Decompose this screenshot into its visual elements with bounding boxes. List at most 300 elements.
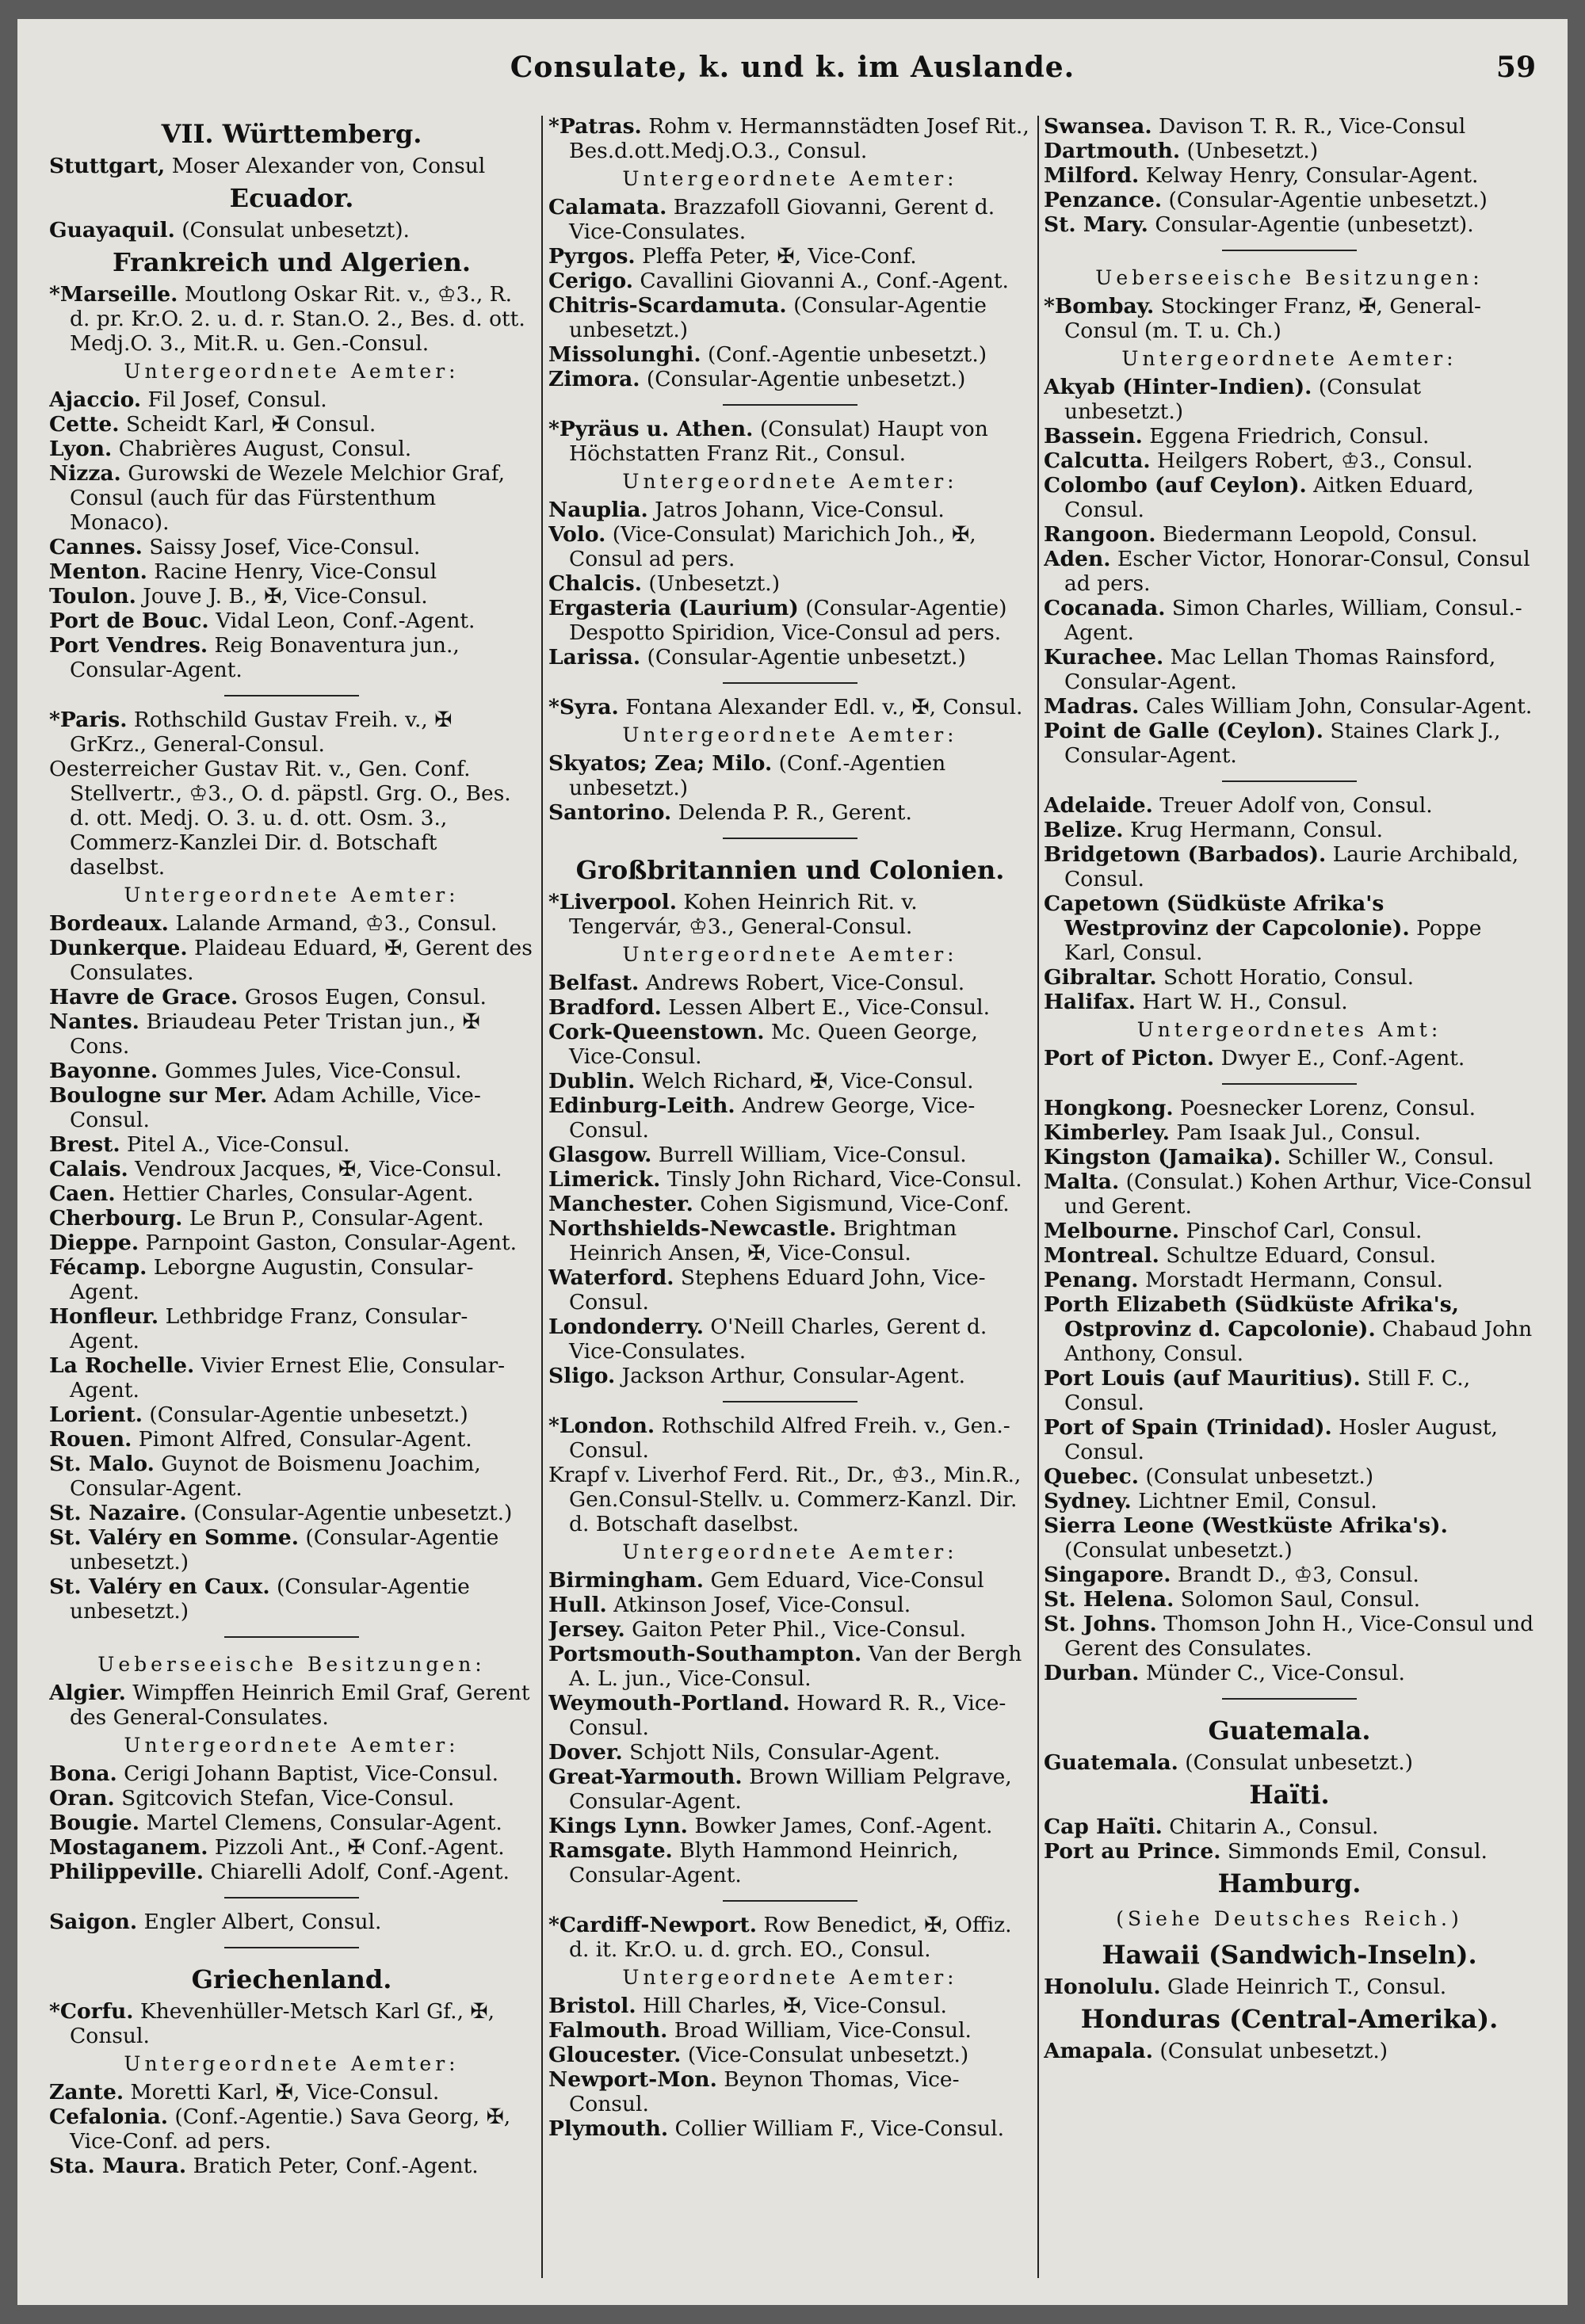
directory-entry [1044, 891, 1535, 965]
entry-detail: Poppe Karl, Consul. [1064, 916, 1482, 965]
directory-entry [548, 1765, 1032, 1814]
entry-place: Toulon. [49, 584, 136, 609]
entry-place: Guayaquil. [49, 218, 175, 242]
entry-detail: Vendroux Jacques, ✠, Vice-Consul. [128, 1157, 502, 1181]
entry-detail: (Consular-Agentie unbesetzt.) [1162, 188, 1488, 212]
directory-entry [49, 1181, 534, 1206]
entry-detail: Jatros Johann, Vice-Consul. [647, 498, 945, 522]
subheading: (Siehe Deutsches Reich.) [1116, 1907, 1463, 1930]
entry-detail: Heilgers Robert, ♔3., Consul. [1150, 448, 1473, 473]
separator-rule [723, 1900, 857, 1902]
directory-entry [1044, 842, 1535, 891]
entry-place: *Syra. [548, 695, 619, 719]
directory-entry [49, 218, 534, 242]
entry-place: Belfast. [548, 971, 640, 995]
directory-entry [1044, 212, 1535, 237]
entry-place: Volo. [548, 522, 606, 547]
entry-place: Halifax. [1044, 990, 1136, 1014]
directory-entry [49, 757, 534, 880]
entry-place: Gloucester. [548, 2043, 682, 2067]
entry-detail: Pam Isaak Jul., Consul. [1170, 1120, 1421, 1145]
entry-detail: Poesnecker Lorenz, Consul. [1173, 1096, 1476, 1120]
directory-entry [49, 584, 534, 609]
directory-entry [1044, 2039, 1535, 2063]
directory-entry [49, 1811, 534, 1835]
entry-detail: Plaideau Eduard, ✠, Gerent des Consulates. [70, 936, 533, 985]
directory-entry [49, 1910, 534, 1934]
directory-entry [548, 1020, 1032, 1069]
entry-place: Bridgetown (Barbados). [1044, 842, 1327, 867]
entry-place: Akyab (Hinter-Indien). [1044, 375, 1312, 399]
entry-detail: Gommes Jules, Vice-Consul. [158, 1059, 462, 1083]
entry-place: Nauplia. [548, 498, 648, 522]
entry-place: Durban. [1044, 1661, 1140, 1685]
entry-detail: (Consular-Agentie unbesetzt.) [142, 1402, 468, 1427]
entry-detail: Tinsly John Richard, Vice-Consul. [660, 1167, 1022, 1192]
column-divider [541, 116, 543, 2278]
entry-detail: Cerigi Johann Baptist, Vice-Consul. [116, 1761, 499, 1786]
entry-place: Cap Haïti. [1044, 1815, 1163, 1839]
entry-place: Milford. [1044, 163, 1140, 188]
entry-detail: Fontana Alexander Edl. v., ✠, Consul. [618, 695, 1023, 719]
directory-entry [49, 1761, 534, 1786]
directory-entry [1044, 448, 1535, 473]
entry-detail: (Consulat unbesetzt). [174, 218, 410, 242]
entry-detail: Stephens Eduard John, Vice-Consul. [569, 1265, 986, 1315]
entry-place: Port de Bouc. [49, 609, 209, 633]
entry-place: Penzance. [1044, 188, 1163, 212]
entry-place: Skyatos; Zea; Milo. [548, 751, 773, 776]
entry-place: Boulogne sur Mer. [49, 1083, 268, 1108]
directory-entry [548, 1216, 1032, 1265]
directory-entry [49, 1402, 534, 1427]
entry-place: Sydney. [1044, 1489, 1132, 1513]
entry-detail: Oesterreicher Gustav Rit. v., Gen. Conf. Stellvertr., ♔3., O. d. päpstl. Grg. O., Bes. d. ott. Medj. O. 3. u. d. ott. Osm. 3., Commerz-Kanzlei Dir. d. Botschaft daselbst. [49, 757, 511, 880]
entry-place: Malta. [1044, 1170, 1120, 1194]
directory-entry [1044, 1243, 1535, 1268]
entry-detail: Collier William F., Vice-Consul. [668, 2116, 1005, 2141]
entry-place: Zimora. [548, 367, 640, 391]
entry-detail: Gem Eduard, Vice-Consul [704, 1568, 984, 1593]
entry-place: Birmingham. [548, 1568, 705, 1593]
directory-entry [1044, 1096, 1535, 1120]
directory-entry [49, 1059, 534, 1083]
entry-detail: Vivier Ernest Elie, Consular-Agent. [70, 1353, 506, 1402]
entry-place: Quebec. [1044, 1464, 1139, 1489]
entry-detail: Lethbridge Franz, Consular-Agent. [70, 1304, 468, 1353]
entry-detail: (Unbesetzt.) [1180, 139, 1319, 163]
entry-place: Lorient. [49, 1402, 143, 1427]
directory-entry [49, 1525, 534, 1574]
directory-entry [49, 1427, 534, 1452]
directory-entry [548, 342, 1032, 367]
entry-detail: Bratich Peter, Conf.-Agent. [186, 2154, 479, 2178]
entry-place: Bassein. [1044, 424, 1143, 448]
entry-detail: Martel Clemens, Consular-Agent. [139, 1811, 502, 1835]
entry-place: Philippeville. [49, 1860, 204, 1884]
entry-detail: Gurowski de Wezele Melchior Graf, Consul (auch für das Fürstenthum Monaco). [70, 461, 506, 535]
directory-entry [1044, 163, 1535, 188]
directory-entry [49, 985, 534, 1009]
directory-entry [1044, 818, 1535, 842]
directory-entry [1044, 139, 1535, 163]
directory-entry [49, 1786, 534, 1811]
entry-place: Dublin. [548, 1069, 636, 1093]
directory-entry [49, 461, 534, 535]
directory-entry [1044, 990, 1535, 1014]
separator-rule [723, 404, 857, 406]
entry-place: Portsmouth-Southampton. [548, 1642, 862, 1666]
entry-place: Gibraltar. [1044, 965, 1157, 990]
column-middle [548, 114, 1032, 2281]
entry-detail: Chabrières August, Consul. [112, 437, 412, 461]
directory-entry [1044, 1513, 1535, 1563]
entry-detail: Gaiton Peter Phil., Vice-Consul. [624, 1617, 967, 1642]
entry-place: Port au Prince. [1044, 1839, 1221, 1864]
separator-rule [1222, 1083, 1357, 1085]
directory-entry [548, 1913, 1032, 1962]
directory-entry [548, 367, 1032, 391]
entry-detail: Chabaud John Anthony, Consul. [1064, 1317, 1533, 1366]
entry-detail: Rothschild Alfred Freih. v., Gen.-Consul. [569, 1414, 1010, 1463]
directory-entry [49, 2080, 534, 2105]
entry-place: Bayonne. [49, 1059, 158, 1083]
entry-place: Adelaide. [1044, 793, 1153, 818]
separator-rule [1222, 250, 1357, 251]
entry-detail: Schott Horatio, Consul. [1156, 965, 1415, 990]
directory-entry [548, 522, 1032, 571]
section-heading: Ecuador. [229, 183, 354, 213]
entry-place: Montreal. [1044, 1243, 1159, 1268]
directory-entry [548, 645, 1032, 670]
directory-entry [1044, 1839, 1535, 1864]
entry-detail: Brown William Pelgrave, Consular-Agent. [569, 1765, 1012, 1814]
entry-detail: Stockinger Franz, ✠, General-Consul (m. T. u. Ch.) [1064, 294, 1481, 343]
directory-entry [1044, 1489, 1535, 1513]
entry-detail: Glade Heinrich T., Consul. [1160, 1975, 1447, 1999]
entry-detail: Moretti Karl, ✠, Vice-Consul. [124, 2080, 440, 2105]
entry-detail: Solomon Saul, Consul. [1174, 1587, 1421, 1612]
directory-entry [1044, 424, 1535, 448]
entry-detail: Welch Richard, ✠, Vice-Consul. [635, 1069, 974, 1093]
directory-entry [1044, 188, 1535, 212]
entry-detail: (Consular-Agentie) Despotto Spiridion, Vice-Consul ad pers. [569, 596, 1007, 645]
entry-detail: Pleffa Peter, ✠, Vice-Conf. [635, 244, 917, 269]
entry-place: Chitris-Scardamuta. [548, 293, 787, 318]
entry-detail: Delenda P. R., Gerent. [671, 800, 912, 825]
entry-detail: O'Neill Charles, Gerent d. Vice-Consulates. [569, 1315, 987, 1364]
entry-detail: Hosler August, Consul. [1064, 1415, 1498, 1464]
page-header [17, 51, 1568, 98]
subheading: Untergeordnete Aemter: [622, 723, 958, 746]
directory-entry [1044, 1464, 1535, 1489]
directory-entry [49, 1132, 534, 1157]
entry-detail: Andrew George, Vice-Consul. [569, 1093, 976, 1143]
directory-entry [548, 2116, 1032, 2141]
directory-entry [49, 1353, 534, 1402]
entry-place: Ajaccio. [49, 387, 142, 412]
entry-place: Glasgow. [548, 1143, 652, 1167]
directory-entry [548, 1740, 1032, 1765]
directory-entry [1044, 1415, 1535, 1464]
entry-detail: Atkinson Josef, Vice-Consul. [606, 1593, 911, 1617]
directory-entry [548, 1093, 1032, 1143]
entry-place: Chalcis. [548, 571, 642, 596]
entry-place: *Pyräus u. Athen. [548, 417, 754, 441]
directory-entry [49, 535, 534, 559]
directory-entry [548, 1593, 1032, 1617]
entry-detail: (Consulat unbesetzt.) [1152, 2039, 1388, 2063]
column-divider [1037, 116, 1039, 2278]
separator-rule [1222, 780, 1357, 782]
entry-place: Hongkong. [1044, 1096, 1174, 1120]
entry-detail: Fil Josef, Consul. [141, 387, 327, 412]
entry-detail: Racine Henry, Vice-Consul [147, 559, 437, 584]
entry-place: Sligo. [548, 1364, 616, 1388]
entry-detail: Adam Achille, Vice-Consul. [70, 1083, 481, 1132]
directory-entry [1044, 1612, 1535, 1661]
entry-place: Bona. [49, 1761, 117, 1786]
entry-place: Ergasteria (Laurium) [548, 596, 799, 620]
directory-entry [49, 1231, 534, 1255]
directory-entry [548, 1192, 1032, 1216]
entry-detail: (Consulat unbesetzt.) [1138, 1464, 1374, 1489]
entry-detail: Biedermann Leopold, Consul. [1155, 522, 1478, 547]
entry-place: Penang. [1044, 1268, 1139, 1292]
entry-place: Manchester. [548, 1192, 693, 1216]
entry-detail: Thomson John H., Vice-Consul und Gerent des Consulates. [1064, 1612, 1534, 1661]
entry-detail: Brightman Heinrich Ansen, ✠, Vice-Consul. [569, 1216, 957, 1265]
entry-place: Cherbourg. [49, 1206, 183, 1231]
subheading: Untergeordnete Aemter: [124, 360, 460, 383]
separator-rule [723, 838, 857, 839]
directory-entry [1044, 1750, 1535, 1775]
entry-place: St. Mary. [1044, 212, 1148, 237]
directory-entry [548, 751, 1032, 800]
entry-place: Bordeaux. [49, 911, 169, 936]
book-page [17, 19, 1568, 2305]
subheading: Ueberseeische Besitzungen: [97, 1653, 486, 1676]
subheading: Ueberseeische Besitzungen: [1095, 266, 1484, 289]
directory-entry [548, 1994, 1032, 2018]
entry-detail: Pinschof Carl, Consul. [1179, 1219, 1423, 1243]
directory-entry [49, 1206, 534, 1231]
entry-place: Limerick. [548, 1167, 661, 1192]
entry-place: Edinburg-Leith. [548, 1093, 735, 1118]
entry-detail: Moutlong Oskar Rit. v., ♔3., R. d. pr. Kr.O. 2. u. d. r. Stan.O. 2., Bes. d. ott. Medj.O. 3., Mit.R. u. Gen.-Consul. [70, 282, 525, 356]
entry-detail: (Consular-Agentie unbesetzt.) [640, 367, 966, 391]
directory-entry [548, 800, 1032, 825]
section-heading: VII. Württemberg. [161, 119, 422, 149]
entry-place: Calcutta. [1044, 448, 1151, 473]
entry-detail: Schiller W., Consul. [1281, 1145, 1495, 1170]
entry-detail: (Consulat unbesetzt.) [1064, 375, 1422, 424]
entry-place: Algier. [49, 1681, 126, 1705]
entry-detail: Davison T. R. R., Vice-Consul [1152, 114, 1466, 139]
section-heading: Griechenland. [191, 1964, 392, 1994]
directory-entry [1044, 522, 1535, 547]
entry-detail: Lessen Albert E., Vice-Consul. [661, 995, 991, 1020]
directory-entry [548, 244, 1032, 269]
entry-detail: Kelway Henry, Consular-Agent. [1139, 163, 1479, 188]
entry-place: Bristol. [548, 1994, 636, 2018]
column-right [1044, 114, 1535, 2281]
entry-detail: Le Brun P., Consular-Agent. [182, 1206, 484, 1231]
column-left [49, 114, 534, 2281]
entry-detail: (Vice-Consulat) Marichich Joh., ✠, Consul ad pers. [569, 522, 976, 571]
directory-entry [548, 1265, 1032, 1315]
entry-detail: Schjott Nils, Consular-Agent. [622, 1740, 941, 1765]
directory-entry [49, 633, 534, 682]
directory-entry [1044, 1268, 1535, 1292]
entry-detail: Krug Hermann, Consul. [1123, 818, 1384, 842]
entry-place: Caen. [49, 1181, 116, 1206]
entry-detail: Consular-Agentie (unbesetzt). [1148, 212, 1474, 237]
directory-entry [49, 1157, 534, 1181]
entry-detail: Sgitcovich Stefan, Vice-Consul. [114, 1786, 455, 1811]
directory-entry [49, 1304, 534, 1353]
directory-entry [548, 2067, 1032, 2116]
entry-place: Nantes. [49, 1009, 139, 1034]
entry-place: *London. [548, 1414, 655, 1438]
entry-detail: Moser Alexander von, Consul [165, 154, 486, 178]
directory-entry [1044, 1219, 1535, 1243]
entry-detail: Morstadt Hermann, Consul. [1138, 1268, 1444, 1292]
entry-detail: Briaudeau Peter Tristan jun., ✠ Cons. [70, 1009, 480, 1059]
directory-entry [1044, 547, 1535, 596]
entry-place: Jersey. [548, 1617, 625, 1642]
entry-detail: Brandt D., ♔3, Consul. [1171, 1563, 1419, 1587]
entry-detail: Rohm v. Hermannstädten Josef Rit., Bes.d.ott.Medj.O.3., Consul. [569, 114, 1029, 163]
directory-entry [548, 293, 1032, 342]
entry-place: Mostaganem. [49, 1835, 208, 1860]
entry-place: Weymouth-Portland. [548, 1691, 790, 1715]
entry-detail: (Consular-Agentie unbesetzt.) [70, 1525, 499, 1574]
directory-entry [1044, 294, 1535, 343]
entry-detail: Cohen Sigismund, Vice-Conf. [693, 1192, 1010, 1216]
entry-detail: Eggena Friedrich, Consul. [1142, 424, 1430, 448]
entry-place: Port of Picton. [1044, 1046, 1215, 1070]
directory-entry [548, 571, 1032, 596]
entry-detail: Treuer Adolf von, Consul. [1152, 793, 1433, 818]
section-heading: Frankreich und Algerien. [113, 247, 471, 277]
entry-place: Dartmouth. [1044, 139, 1181, 163]
entry-place: Stuttgart, [49, 154, 166, 178]
entry-detail: Howard R. R., Vice-Consul. [569, 1691, 1006, 1740]
directory-entry [548, 417, 1032, 466]
entry-detail: Dwyer E., Conf.-Agent. [1214, 1046, 1465, 1070]
entry-place: Cefalonia. [49, 2105, 168, 2129]
entry-place: Santorino. [548, 800, 672, 825]
entry-detail: Engler Albert, Consul. [137, 1910, 382, 1934]
entry-place: Londonderry. [548, 1315, 704, 1339]
entry-place: Honolulu. [1044, 1975, 1161, 1999]
directory-entry [1044, 1815, 1535, 1839]
section-heading: Haïti. [1249, 1780, 1330, 1810]
directory-entry [1044, 965, 1535, 990]
subheading: Untergeordnete Aemter: [622, 470, 958, 493]
entry-place: Dieppe. [49, 1231, 139, 1255]
entry-detail: Blyth Hammond Heinrich, Consular-Agent. [569, 1838, 959, 1887]
entry-place: Rouen. [49, 1427, 132, 1452]
section-heading: Guatemala. [1208, 1715, 1371, 1746]
directory-entry [1044, 1587, 1535, 1612]
entry-detail: Laurie Archibald, Consul. [1064, 842, 1519, 891]
section-heading: Großbritannien und Colonien. [575, 855, 1005, 885]
directory-entry [49, 2154, 534, 2178]
entry-detail: Leborgne Augustin, Consular-Agent. [70, 1255, 474, 1304]
directory-entry [548, 269, 1032, 293]
directory-entry [49, 708, 534, 757]
entry-detail: (Consulat.) Kohen Arthur, Vice-Consul und Gerent. [1064, 1170, 1532, 1219]
directory-entry [548, 1167, 1032, 1192]
directory-entry [49, 1501, 534, 1525]
subheading: Untergeordnete Aemter: [622, 167, 958, 190]
entry-detail: (Conf.-Agentien unbesetzt.) [569, 751, 946, 800]
entry-detail: Chitarin A., Consul. [1162, 1815, 1379, 1839]
entry-detail: Mc. Queen George, Vice-Consul. [569, 1020, 978, 1069]
entry-place: Brest. [49, 1132, 120, 1157]
entry-place: Amapala. [1044, 2039, 1153, 2063]
entry-place: Lyon. [49, 437, 113, 461]
directory-entry [548, 1814, 1032, 1838]
separator-rule [1222, 1698, 1357, 1700]
directory-entry [1044, 1975, 1535, 1999]
directory-entry [548, 1315, 1032, 1364]
entry-detail: Van der Bergh A. L. jun., Vice-Consul. [569, 1642, 1022, 1691]
entry-place: Zante. [49, 2080, 124, 2105]
separator-rule [224, 1897, 359, 1899]
directory-entry [1044, 719, 1535, 768]
entry-place: Colombo (auf Ceylon). [1044, 473, 1307, 498]
entry-detail: (Unbesetzt.) [641, 571, 781, 596]
entry-place: Bougie. [49, 1811, 140, 1835]
entry-detail: Hill Charles, ✠, Vice-Consul. [636, 1994, 947, 2018]
entry-detail: Vidal Leon, Conf.-Agent. [208, 609, 476, 633]
directory-entry [548, 498, 1032, 522]
directory-entry [548, 596, 1032, 645]
entry-place: Calais. [49, 1157, 128, 1181]
directory-entry [548, 1364, 1032, 1388]
entry-place: Rangoon. [1044, 522, 1156, 547]
entry-place: Dover. [548, 1740, 623, 1765]
subheading: Untergeordnete Aemter: [622, 1966, 958, 1989]
entry-place: Sta. Maura. [49, 2154, 187, 2178]
entry-detail: (Consular-Agentie unbesetzt.) [640, 645, 966, 670]
entry-place: *Corfu. [49, 1999, 134, 2024]
entry-place: Melbourne. [1044, 1219, 1180, 1243]
directory-entry [49, 1255, 534, 1304]
entry-detail: Hettier Charles, Consular-Agent. [115, 1181, 474, 1206]
directory-entry [548, 1568, 1032, 1593]
entry-detail: (Consular-Agentie unbesetzt.) [569, 293, 987, 342]
subheading: Untergeordnete Aemter: [622, 943, 958, 966]
entry-detail: Wimpffen Heinrich Emil Graf, Gerent des General-Consulates. [70, 1681, 530, 1730]
directory-entry [1044, 1145, 1535, 1170]
entry-detail: (Consular-Agentie unbesetzt.) [186, 1501, 513, 1525]
entry-place: Singapore. [1044, 1563, 1171, 1587]
directory-entry [548, 971, 1032, 995]
entry-place: Sierra Leone (Westküste Afrika's). [1044, 1513, 1448, 1538]
section-heading: Hawaii (Sandwich-Inseln). [1102, 1940, 1477, 1970]
entry-place: Dunkerque. [49, 936, 188, 960]
entry-detail: Kohen Heinrich Rit. v. Tengervár, ♔3., General-Consul. [569, 890, 918, 939]
entry-detail: Brazzafoll Giovanni, Gerent d. Vice-Consulates. [569, 195, 995, 244]
entry-detail: Parnpoint Gaston, Consular-Agent. [139, 1231, 518, 1255]
entry-detail: Schultze Eduard, Consul. [1159, 1243, 1437, 1268]
directory-entry [49, 387, 534, 412]
directory-entry [548, 695, 1032, 719]
